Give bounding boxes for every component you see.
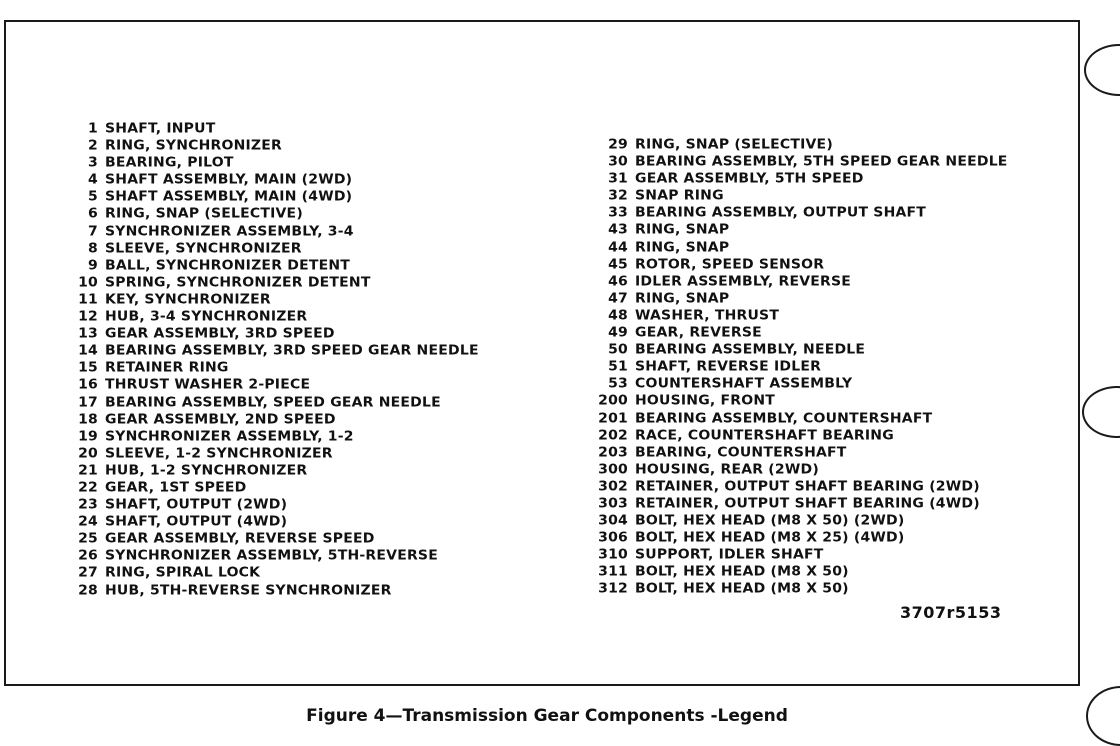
legend-item	[588, 223, 1048, 239]
legend-item-number: 23	[78, 497, 98, 513]
legend-item-label: SHAFT ASSEMBLY, MAIN (4WD)	[105, 190, 353, 205]
legend-item-number: 21	[78, 463, 98, 479]
legend-item-label: HUB, 3-4 SYNCHRONIZER	[105, 309, 308, 325]
legend-item	[76, 310, 556, 326]
legend-item	[588, 343, 1048, 359]
legend-item-number: 16	[78, 378, 98, 393]
legend-item-number: 13	[78, 326, 98, 342]
legend-item	[588, 155, 1048, 171]
legend-item-number: 2	[88, 138, 98, 154]
legend-item-label: SLEEVE, SYNCHRONIZER	[105, 241, 302, 257]
legend-item-number: 306	[598, 530, 628, 546]
legend-item-number: 304	[598, 513, 628, 529]
legend-item-label: THRUST WASHER 2-PIECE	[105, 378, 311, 393]
legend-item-number: 310	[598, 547, 628, 563]
legend-item-label: BOLT, HEX HEAD (M8 X 50)	[635, 565, 849, 580]
binder-hole-icon	[1084, 44, 1120, 96]
legend-item	[588, 309, 1048, 325]
legend-item	[588, 462, 1048, 478]
legend-item-label: SYNCHRONIZER ASSEMBLY, 1-2	[105, 429, 354, 445]
legend-item-number: 43	[608, 223, 628, 238]
legend-item-number: 33	[608, 206, 628, 221]
legend-item	[588, 292, 1048, 308]
legend-item-number: 31	[608, 171, 628, 187]
legend-item	[76, 583, 556, 599]
legend-item-label: RING, SNAP (SELECTIVE)	[635, 137, 833, 153]
legend-item-label: WASHER, THRUST	[635, 308, 780, 324]
legend-item-number: 32	[608, 188, 628, 204]
legend-item	[76, 241, 556, 257]
legend-item-label: BEARING ASSEMBLY, SPEED GEAR NEEDLE	[105, 395, 441, 410]
legend-item-number: 53	[608, 376, 628, 392]
legend-item	[76, 276, 556, 292]
legend-item	[588, 497, 1048, 513]
legend-item-number: 47	[608, 291, 628, 307]
figure-code: 3707r5153	[900, 603, 1002, 622]
legend-item-label: KEY, SYNCHRONIZER	[105, 292, 271, 308]
legend-item-label: RETAINER RING	[105, 360, 229, 376]
legend-item-number: 20	[78, 446, 98, 462]
legend-item-number: 24	[78, 514, 98, 530]
legend-item-label: GEAR ASSEMBLY, 3RD SPEED	[105, 326, 335, 342]
legend-item	[588, 411, 1048, 427]
legend-item-number: 6	[88, 207, 98, 222]
legend-item	[76, 566, 556, 582]
legend-item-number: 26	[78, 549, 98, 564]
legend-item-number: 311	[598, 565, 628, 580]
legend-item-number: 203	[598, 445, 628, 461]
legend-item-label: BOLT, HEX HEAD (M8 X 25) (4WD)	[635, 530, 905, 546]
legend-item-label: RING, SYNCHRONIZER	[105, 138, 283, 154]
legend-item-label: BEARING ASSEMBLY, COUNTERSHAFT	[635, 411, 933, 426]
legend-item	[76, 532, 556, 548]
legend-item	[588, 360, 1048, 376]
legend-item-label: GEAR ASSEMBLY, REVERSE SPEED	[105, 531, 375, 547]
legend-item-label: HUB, 5TH-REVERSE SYNCHRONIZER	[105, 583, 392, 598]
legend-item	[76, 156, 556, 172]
legend-item-number: 7	[88, 224, 98, 239]
legend-item	[588, 531, 1048, 547]
figure-caption: Figure 4—Transmission Gear Components -Legend	[306, 706, 788, 726]
legend-item-label: SNAP RING	[635, 188, 724, 204]
legend-item-number: 19	[78, 429, 98, 445]
legend-item-label: RETAINER, OUTPUT SHAFT BEARING (4WD)	[635, 496, 980, 512]
legend-item-label: RING, SNAP	[635, 223, 730, 238]
legend-item-number: 3	[88, 155, 98, 171]
legend-item-number: 312	[598, 582, 628, 597]
legend-item-label: HOUSING, REAR (2WD)	[635, 462, 819, 478]
legend-item-label: BEARING ASSEMBLY, 5TH SPEED GEAR NEEDLE	[635, 154, 1008, 170]
legend-item-number: 302	[598, 479, 628, 495]
legend-item	[76, 446, 556, 462]
legend-item	[588, 138, 1048, 154]
legend-item-label: BEARING ASSEMBLY, OUTPUT SHAFT	[635, 206, 927, 221]
legend-item-number: 9	[88, 258, 98, 274]
legend-item	[76, 549, 556, 565]
legend-item-label: SHAFT ASSEMBLY, MAIN (2WD)	[105, 172, 353, 188]
legend-item-label: SHAFT, REVERSE IDLER	[635, 359, 822, 375]
legend-item	[76, 122, 556, 138]
legend-item-number: 18	[78, 412, 98, 427]
legend-item-number: 200	[598, 394, 628, 409]
legend-item-label: ROTOR, SPEED SENSOR	[635, 257, 825, 273]
legend-item	[76, 139, 556, 155]
legend-item	[76, 224, 556, 240]
legend-item	[76, 190, 556, 206]
legend-item-number: 10	[78, 275, 98, 291]
legend-item	[76, 173, 556, 189]
legend-item-label: RACE, COUNTERSHAFT BEARING	[635, 428, 894, 443]
legend-item-number: 4	[88, 172, 98, 188]
legend-item-number: 17	[78, 395, 98, 410]
legend-item-label: SYNCHRONIZER ASSEMBLY, 5TH-REVERSE	[105, 549, 438, 564]
legend-item-number: 49	[608, 325, 628, 341]
legend-item	[76, 258, 556, 274]
legend-item-label: BEARING, COUNTERSHAFT	[635, 445, 847, 461]
binder-hole-icon	[1082, 386, 1120, 438]
legend-item-label: GEAR, REVERSE	[635, 325, 762, 341]
legend-item	[76, 498, 556, 514]
legend-item-label: BEARING ASSEMBLY, NEEDLE	[635, 342, 866, 358]
legend-item-label: SYNCHRONIZER ASSEMBLY, 3-4	[105, 224, 354, 239]
legend-item	[76, 395, 556, 411]
legend-item-label: SPRING, SYNCHRONIZER DETENT	[105, 275, 371, 291]
legend-item	[76, 293, 556, 309]
legend-item-label: SHAFT, OUTPUT (4WD)	[105, 514, 288, 530]
legend-item	[588, 514, 1048, 530]
legend-item-label: GEAR, 1ST SPEED	[105, 480, 247, 496]
legend-item	[588, 240, 1048, 256]
legend-item-number: 202	[598, 428, 628, 443]
legend-item	[588, 445, 1048, 461]
legend-item-number: 1	[88, 121, 98, 137]
legend-item	[588, 189, 1048, 205]
legend-item-number: 45	[608, 257, 628, 273]
legend-item	[588, 548, 1048, 564]
legend-item-label: RING, SPIRAL LOCK	[105, 566, 261, 581]
legend-item	[76, 481, 556, 497]
legend-item	[76, 412, 556, 428]
legend-item-number: 30	[608, 154, 628, 170]
legend-item-number: 5	[88, 190, 98, 205]
legend-item-number: 22	[78, 480, 98, 496]
legend-item	[588, 172, 1048, 188]
legend-item-number: 15	[78, 360, 98, 376]
legend-item	[588, 257, 1048, 273]
legend-item-label: RETAINER, OUTPUT SHAFT BEARING (2WD)	[635, 479, 980, 495]
legend-item	[76, 344, 556, 360]
legend-item	[588, 428, 1048, 444]
legend-item-number: 48	[608, 308, 628, 324]
legend-item	[76, 378, 556, 394]
legend-item-label: RING, SNAP	[635, 291, 730, 307]
legend-item	[76, 361, 556, 377]
legend-item	[76, 429, 556, 445]
legend-item-number: 14	[78, 343, 98, 359]
legend-item-label: HOUSING, FRONT	[635, 394, 775, 409]
legend-item-label: BOLT, HEX HEAD (M8 X 50)	[635, 582, 849, 597]
legend-item	[588, 394, 1048, 410]
legend-item	[588, 582, 1048, 598]
legend-item	[588, 480, 1048, 496]
legend-item-label: SHAFT, OUTPUT (2WD)	[105, 497, 288, 513]
legend-item	[76, 207, 556, 223]
legend-item	[76, 515, 556, 531]
legend-item-label: SUPPORT, IDLER SHAFT	[635, 547, 824, 563]
legend-item	[588, 326, 1048, 342]
legend-item-number: 303	[598, 496, 628, 512]
legend-item-number: 300	[598, 462, 628, 478]
legend-item-number: 11	[78, 292, 98, 308]
legend-item-label: SHAFT, INPUT	[105, 121, 216, 137]
legend-item-number: 12	[78, 309, 98, 325]
legend-item	[588, 274, 1048, 290]
legend-item-label: SLEEVE, 1-2 SYNCHRONIZER	[105, 446, 333, 462]
legend-item-number: 27	[78, 566, 98, 581]
legend-item-number: 8	[88, 241, 98, 257]
legend-item-label: BEARING, PILOT	[105, 155, 234, 171]
binder-hole-icon	[1086, 686, 1120, 746]
legend-item-number: 29	[608, 137, 628, 153]
legend-column-left	[76, 121, 556, 600]
legend-item-label: BEARING ASSEMBLY, 3RD SPEED GEAR NEEDLE	[105, 343, 479, 359]
legend-item-number: 201	[598, 411, 628, 426]
legend-item-number: 25	[78, 531, 98, 547]
legend-item-number: 50	[608, 342, 628, 358]
legend-item-label: GEAR ASSEMBLY, 5TH SPEED	[635, 171, 864, 187]
legend-item-label: HUB, 1-2 SYNCHRONIZER	[105, 463, 308, 479]
legend-item-number: 51	[608, 359, 628, 375]
legend-item-label: IDLER ASSEMBLY, REVERSE	[635, 274, 852, 290]
legend-item	[588, 206, 1048, 222]
legend-column-right	[588, 137, 1048, 599]
legend-item	[76, 464, 556, 480]
legend-item-label: BOLT, HEX HEAD (M8 X 50) (2WD)	[635, 513, 905, 529]
legend-item-label: GEAR ASSEMBLY, 2ND SPEED	[105, 412, 336, 427]
legend-item-number: 28	[78, 583, 98, 598]
legend-item-label: RING, SNAP (SELECTIVE)	[105, 207, 303, 222]
legend-item-label: BALL, SYNCHRONIZER DETENT	[105, 258, 351, 274]
legend-item	[588, 565, 1048, 581]
legend-item-number: 44	[608, 240, 628, 255]
legend-item-label: COUNTERSHAFT ASSEMBLY	[635, 376, 853, 392]
legend-item	[76, 327, 556, 343]
legend-item-number: 46	[608, 274, 628, 290]
legend-item-label: RING, SNAP	[635, 240, 730, 255]
legend-item	[588, 377, 1048, 393]
